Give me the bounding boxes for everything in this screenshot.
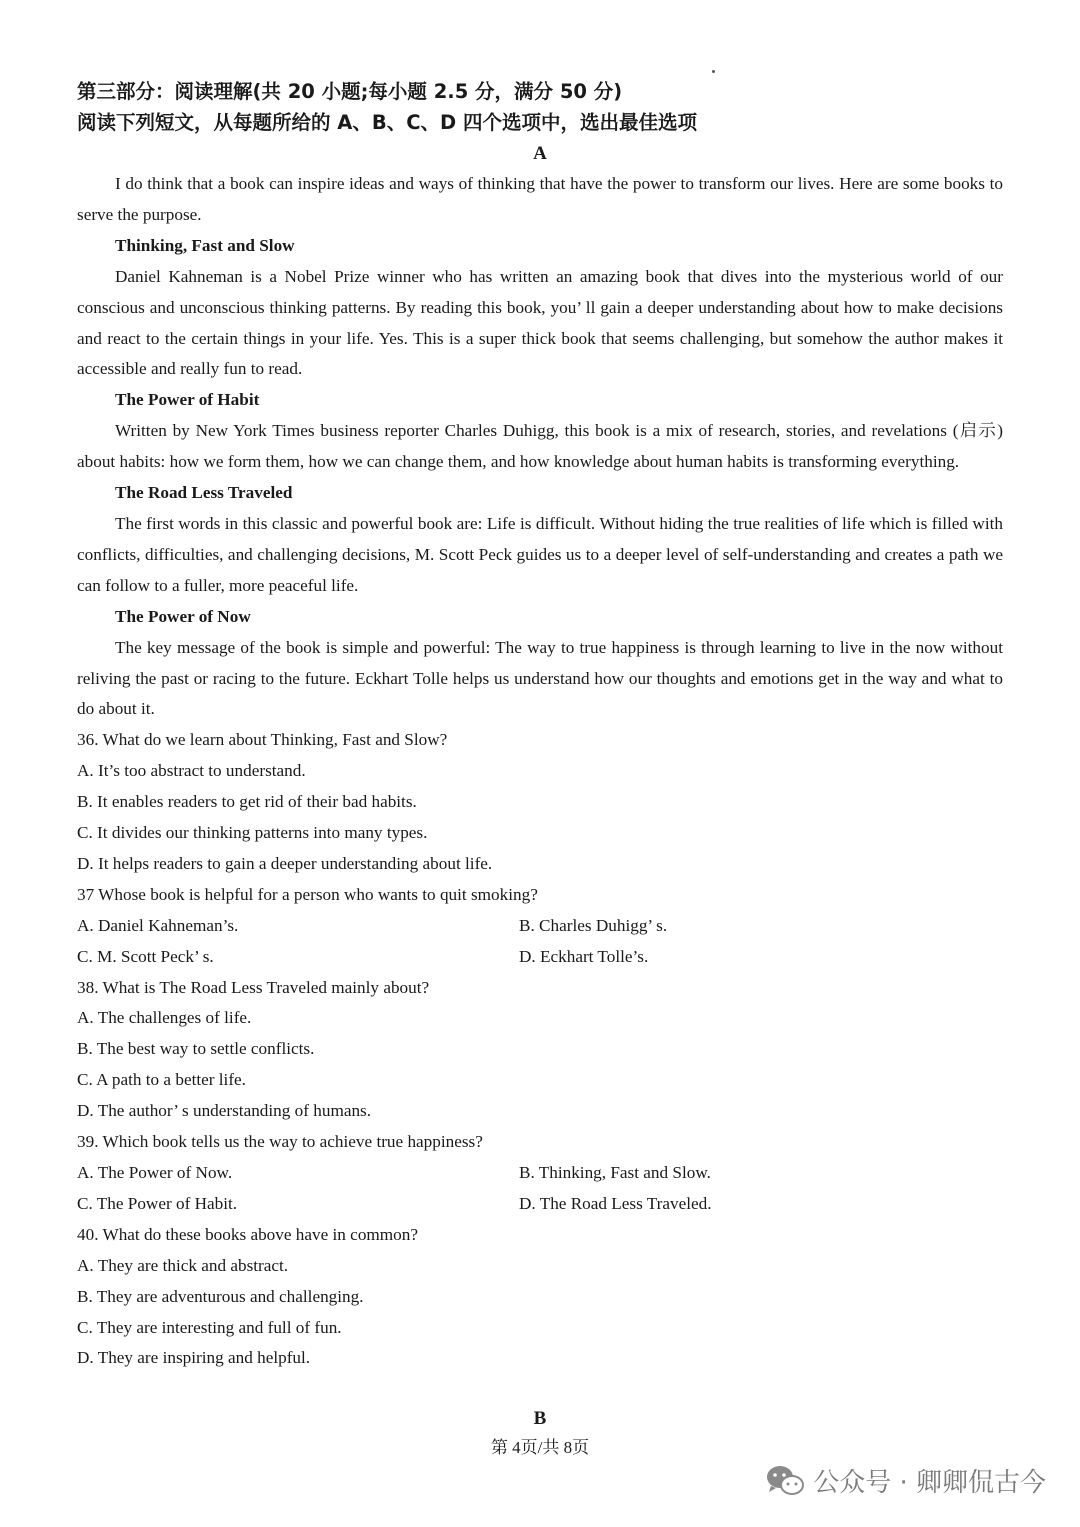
- option-b: B. It enables readers to get rid of their bad habits.: [77, 792, 417, 812]
- wechat-icon: [765, 1464, 805, 1498]
- option-c: C. They are interesting and full of fun.: [77, 1317, 342, 1337]
- part-heading: 第三部分：阅读理解(共 20 小题;每小题 2.5 分，满分 50 分): [77, 80, 623, 103]
- option-c: C. The Power of Habit.: [77, 1193, 238, 1213]
- exam-page: [77, 76, 1003, 1374]
- option-d: D. They are inspiring and helpful.: [77, 1348, 311, 1368]
- option-b: B. The best way to settle conflicts.: [77, 1039, 315, 1059]
- book-description: The key message of the book is simple and powerful: The way to true happiness is through learning to live in the now without reliving the past or racing to the future. Eckhart Tolle helps us understand how our thoughts and emotions get in the way and what to do about it.: [77, 637, 1003, 719]
- option-a: A. The challenges of life.: [77, 1008, 252, 1028]
- scan-speck: [712, 70, 715, 73]
- question-36: 36. What do we learn about Thinking, Fast and Slow?: [77, 730, 448, 750]
- book-description: Written by New York Times business reporter Charles Duhigg, this book is a mix of research, stories, and revelations (启示) about habits: how we form them, how we can change them, and how knowledge about human habits is transforming everything.: [77, 421, 1003, 472]
- option-a: A. It’s too abstract to understand.: [77, 761, 306, 781]
- watermark: [765, 1462, 1046, 1499]
- question-40: 40. What do these books above have in common?: [77, 1224, 418, 1244]
- book-title: The Power of Now: [115, 606, 251, 626]
- option-c: C. A path to a better life.: [77, 1070, 246, 1090]
- passage-intro: I do think that a book can inspire ideas and ways of thinking that have the power to transform our lives. Here are some books to serve the purpose.: [77, 174, 1003, 224]
- options-row: [77, 1189, 1003, 1220]
- book-description: The first words in this classic and powerful book are: Life is difficult. Without hiding the true realities of life which is filled with conflicts, difficulties, and challenging decisions, M. Scott Peck guides us to a deeper level of self-understanding and creates a path we can follow to a fuller, more peaceful life.: [77, 513, 1003, 595]
- book-title: Thinking, Fast and Slow: [115, 235, 295, 255]
- question-38: 38. What is The Road Less Traveled mainly about?: [77, 977, 430, 997]
- option-a: A. The Power of Now.: [77, 1163, 233, 1182]
- option-d: D. It helps readers to gain a deeper understanding about life.: [77, 853, 493, 873]
- question-39: 39. Which book tells us the way to achieve true happiness?: [77, 1132, 483, 1152]
- option-b: B. Charles Duhigg’ s.: [519, 915, 668, 935]
- option-a: A. Daniel Kahneman’s.: [77, 915, 239, 935]
- options-row: [77, 942, 1003, 973]
- option-d: D. The Road Less Traveled.: [519, 1193, 712, 1213]
- book-title: The Power of Habit: [115, 390, 260, 410]
- question-37: 37 Whose book is helpful for a person who wants to quit smoking?: [77, 884, 538, 904]
- book-description: Daniel Kahneman is a Nobel Prize winner who has written an amazing book that dives into the mysterious world of our conscious and unconscious thinking patterns. By reading this book, you’ ll gain a deeper understanding about how to make decisions and react to the certain things in your life. Yes. This is a super thick book that seems challenging, but somehow the author makes it accessible and really fun to read.: [77, 266, 1003, 379]
- book-title: The Road Less Traveled: [115, 483, 293, 503]
- instructions: 阅读下列短文，从每题所给的 A、B、C、D 四个选项中，选出最佳选项: [77, 111, 698, 134]
- options-row: [77, 911, 1003, 942]
- option-c: C. M. Scott Peck’ s.: [77, 946, 214, 966]
- option-d: D. The author’ s understanding of humans.: [77, 1101, 372, 1121]
- watermark-text: 公众号 · 卿卿侃古今: [813, 1468, 1046, 1498]
- options-row: [77, 1158, 1003, 1189]
- option-d: D. Eckhart Tolle’s.: [519, 946, 649, 966]
- option-b: B. Thinking, Fast and Slow.: [519, 1163, 711, 1182]
- option-b: B. They are adventurous and challenging.: [77, 1286, 364, 1306]
- option-c: C. It divides our thinking patterns into many types.: [77, 823, 428, 843]
- section-a-label: A: [533, 143, 547, 164]
- page-number: 第 4页/共 8页: [490, 1438, 590, 1457]
- section-b-label: B: [533, 1408, 547, 1429]
- option-a: A. They are thick and abstract.: [77, 1255, 289, 1275]
